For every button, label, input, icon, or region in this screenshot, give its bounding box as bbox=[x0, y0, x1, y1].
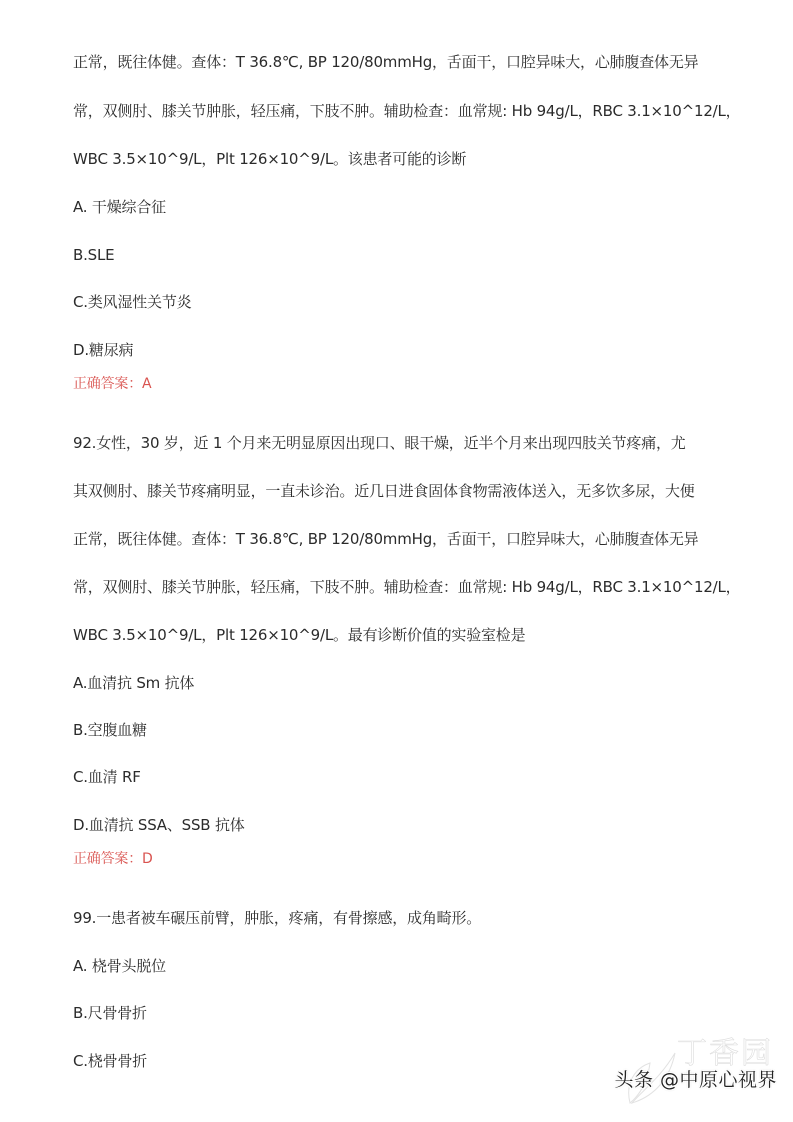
question-text-line: 99.一患者被车碾压前臂，肿胀，疼痛，有骨擦感，成角畸形。 bbox=[73, 909, 482, 927]
background-logo: 丁香园 bbox=[677, 1036, 773, 1071]
option-a: A.血清抗 Sm 抗体 bbox=[73, 674, 195, 692]
option-b: B.尺骨骨折 bbox=[73, 1004, 147, 1022]
option-d: D.血清抗 SSA、SSB 抗体 bbox=[73, 816, 245, 834]
question-text-line: 92.女性，30 岁，近 1 个月来无明显原因出现口、眼干燥，近半个月来出现四肢关节疼痛，尤 bbox=[73, 434, 686, 452]
watermark: 头条 @中原心视界 bbox=[614, 1069, 777, 1091]
question-text-line: 正常，既往体健。查体：T 36.8℃, BP 120/80mmHg，舌面干，口腔异味大，心肺腹查体无异 bbox=[73, 530, 699, 548]
question-text-line: 其双侧肘、膝关节疼痛明显，一直未诊治。近几日进食固体食物需液体送入，无多饮多尿，大便 bbox=[73, 482, 695, 500]
option-a: A. 干燥综合征 bbox=[73, 198, 166, 216]
question-text-line: WBC 3.5×10^9/L，Plt 126×10^9/L。最有诊断价值的实验室检是 bbox=[73, 626, 526, 644]
option-a: A. 桡骨头脱位 bbox=[73, 957, 166, 975]
option-b: B.空腹血糖 bbox=[73, 721, 147, 739]
option-c: C.血清 RF bbox=[73, 768, 141, 786]
correct-answer: 正确答案：A bbox=[73, 376, 152, 392]
option-c: C.桡骨骨折 bbox=[73, 1052, 148, 1070]
question-text-line: 正常，既往体健。查体：T 36.8℃, BP 120/80mmHg，舌面干，口腔异味大，心肺腹查体无异 bbox=[73, 53, 699, 71]
question-text-line: 常，双侧肘、膝关节肿胀，轻压痛，下肢不肿。辅助检查：血常规: Hb 94g/L，RBC 3.1×10^12/L， bbox=[73, 102, 741, 120]
option-d: D.糖尿病 bbox=[73, 341, 134, 359]
question-text-line: 常，双侧肘、膝关节肿胀，轻压痛，下肢不肿。辅助检查：血常规: Hb 94g/L，RBC 3.1×10^12/L， bbox=[73, 578, 741, 596]
option-b: B.SLE bbox=[73, 246, 115, 264]
correct-answer: 正确答案：D bbox=[73, 851, 153, 867]
question-text-line: WBC 3.5×10^9/L，Plt 126×10^9/L。该患者可能的诊断 bbox=[73, 150, 467, 168]
option-c: C.类风湿性关节炎 bbox=[73, 293, 192, 311]
